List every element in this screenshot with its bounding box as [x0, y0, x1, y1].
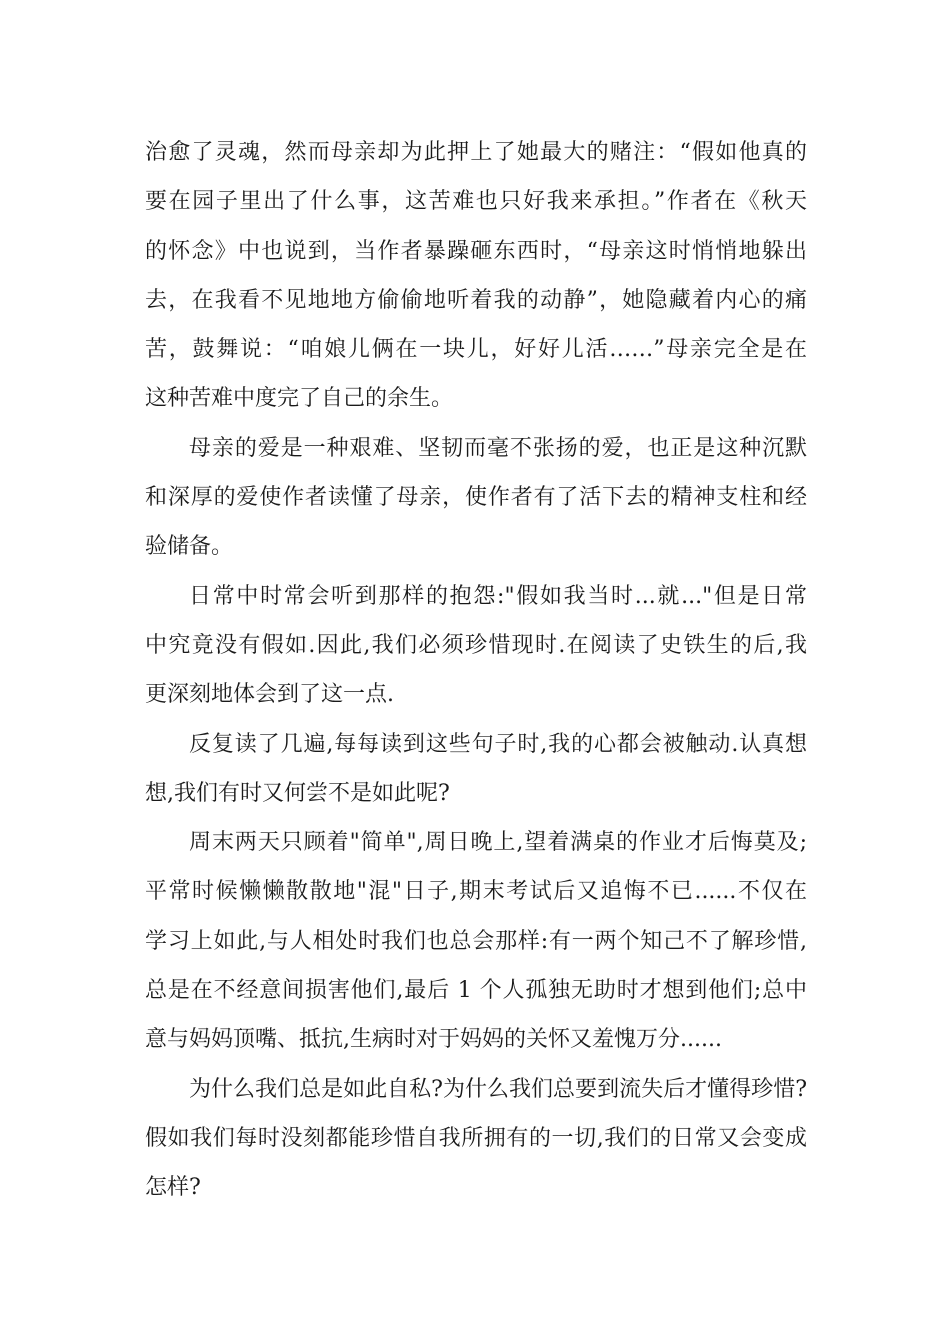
text-line: 意与妈妈顶嘴、抵抗,生病时对于妈妈的关怀又羞愧万分......	[145, 1027, 722, 1053]
text-line: 的怀念》中也说到，当作者暴躁砸东西时，“母亲这时悄悄地躲出	[145, 238, 807, 264]
text-line: 周末两天只顾着"简单",周日晚上,望着满桌的作业才后悔莫及;	[189, 830, 807, 856]
text-line: 去，在我看不见地地方偷偷地听着我的动静”，她隐藏着内心的痛	[145, 287, 807, 313]
text-line: 日常中时常会听到那样的抱怨:"假如我当时...就..."但是日常	[189, 583, 807, 609]
document-body	[145, 128, 807, 1213]
text-line: 学习上如此,与人相处时我们也总会那样:有一两个知己不了解珍惜,	[145, 928, 807, 954]
paragraph-repeated-reading	[145, 720, 807, 819]
text-line: 验储备。	[145, 534, 234, 560]
paragraph-why-selfish	[145, 1065, 807, 1213]
text-line: 为什么我们总是如此自私?为什么我们总要到流失后才懂得珍惜?	[189, 1076, 807, 1102]
text-line: 这种苦难中度完了自己的余生。	[145, 386, 454, 412]
text-line: 更深刻地体会到了这一点.	[145, 682, 394, 708]
text-line: 中究竟没有假如.因此,我们必须珍惜现时.在阅读了史铁生的后,我	[145, 632, 807, 658]
text-line: 和深厚的爱使作者读懂了母亲，使作者有了活下去的精神支柱和经	[145, 485, 807, 511]
text-line: 母亲的爱是一种艰难、坚韧而毫不张扬的爱，也正是这种沉默	[189, 435, 807, 461]
text-line: 总是在不经意间损害他们,最后 1 个人孤独无助时才想到他们;总中	[145, 978, 807, 1004]
paragraph-weekend-regret	[145, 818, 807, 1064]
paragraph-if-only	[145, 572, 807, 720]
text-line: 平常时候懒懒散散地"混"日子,期末考试后又追悔不已......不仅在	[145, 879, 807, 905]
text-line: 治愈了灵魂，然而母亲却为此押上了她最大的赌注：“假如他真的	[145, 140, 807, 165]
text-line: 要在园子里出了什么事，这苦难也只好我来承担。”作者在《秋天	[145, 189, 807, 215]
paragraph-mother-love	[145, 424, 807, 572]
text-line: 想,我们有时又何尝不是如此呢?	[145, 780, 450, 806]
text-line: 苦，鼓舞说：“咱娘儿俩在一块儿，好好儿活……”母亲完全是在	[145, 337, 807, 363]
paragraph-mother-gamble	[145, 128, 807, 424]
text-line: 假如我们每时没刻都能珍惜自我所拥有的一切,我们的日常又会变成	[145, 1125, 807, 1151]
text-line: 怎样?	[145, 1175, 201, 1201]
text-line: 反复读了几遍,每每读到这些句子时,我的心都会被触动.认真想	[189, 731, 807, 757]
